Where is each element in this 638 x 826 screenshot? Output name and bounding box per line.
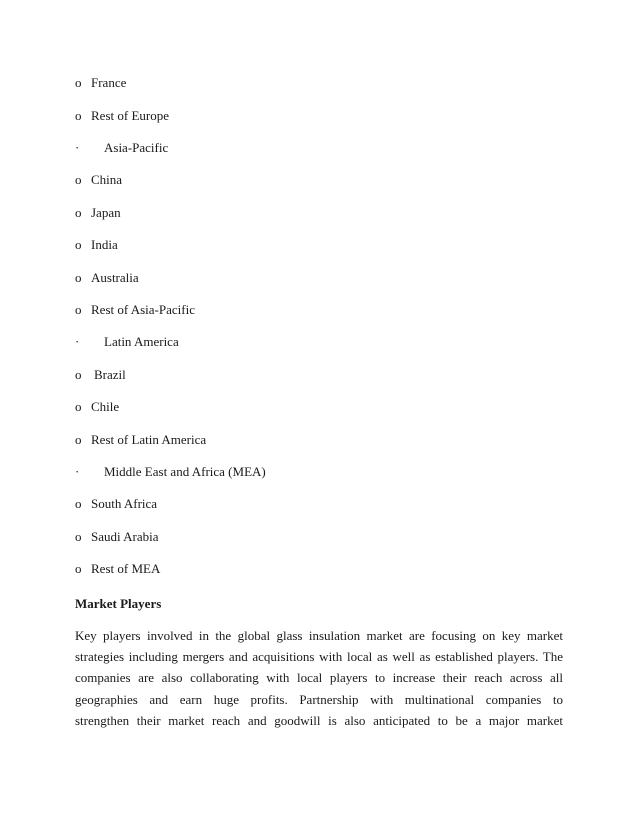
list-item-asia-pacific (75, 140, 168, 156)
list-item-south-africa (75, 496, 157, 512)
list-item-label: Asia-Pacific (104, 140, 169, 155)
list-marker: o (75, 75, 82, 90)
list-marker: o (75, 270, 82, 285)
list-marker: o (75, 529, 82, 544)
list-item-label: South Africa (91, 496, 158, 511)
section-heading: Market Players (75, 596, 162, 611)
list-marker: o (75, 237, 82, 252)
list-marker: o (75, 367, 82, 382)
list-marker: o (75, 399, 82, 414)
list-item-label: Chile (91, 399, 120, 414)
list-item-label: Rest of MEA (91, 561, 161, 576)
paragraph-line: strengthen their market reach and goodwill is also anticipated to be a major market (75, 713, 563, 728)
list-item-mea (75, 464, 266, 480)
list-item-latin-america (75, 334, 179, 350)
list-item-label: Rest of Europe (91, 108, 169, 123)
paragraph-line: Key players involved in the global glass insulation market are focusing on key market (75, 628, 563, 643)
list-marker: o (75, 432, 82, 447)
list-item-label: Brazil (94, 367, 126, 382)
list-item-japan (75, 205, 121, 221)
paragraph-line: companies are also collaborating with local players to increase their reach across all (75, 670, 563, 685)
list-marker: · (75, 464, 80, 479)
list-marker: o (75, 302, 82, 317)
list-marker: o (75, 496, 82, 511)
list-item-label: India (91, 237, 118, 252)
list-item-chile (75, 399, 119, 415)
list-item-label: Middle East and Africa (MEA) (104, 464, 266, 479)
list-item-label: Saudi Arabia (91, 529, 159, 544)
list-item-france (75, 75, 126, 91)
list-item-rest-of-latin-america (75, 432, 206, 448)
list-item-label: Rest of Asia-Pacific (91, 302, 195, 317)
list-item-label: Japan (91, 205, 121, 220)
list-marker: · (75, 140, 80, 155)
list-item-india (75, 237, 118, 253)
list-item-label: China (91, 172, 123, 187)
list-marker: · (75, 334, 80, 349)
list-item-saudi-arabia (75, 529, 159, 545)
list-marker: o (75, 172, 82, 187)
list-item-label: Rest of Latin America (91, 432, 207, 447)
paragraph-line: strategies including mergers and acquisitions with local as well as established players. The (75, 649, 563, 664)
list-marker: o (75, 108, 82, 123)
list-marker: o (75, 561, 82, 576)
list-item-australia (75, 270, 139, 286)
list-item-rest-of-mea (75, 561, 160, 577)
list-item-label: Latin America (104, 334, 179, 349)
list-item-china (75, 172, 122, 188)
paragraph-line: geographies and earn huge profits. Partnership with multinational companies to (75, 692, 563, 707)
list-item-label: France (91, 75, 127, 90)
list-item-rest-of-europe (75, 108, 169, 124)
list-item-rest-of-asia-pacific (75, 302, 195, 318)
list-marker: o (75, 205, 82, 220)
list-item-brazil (75, 367, 126, 383)
list-item-label: Australia (91, 270, 139, 285)
